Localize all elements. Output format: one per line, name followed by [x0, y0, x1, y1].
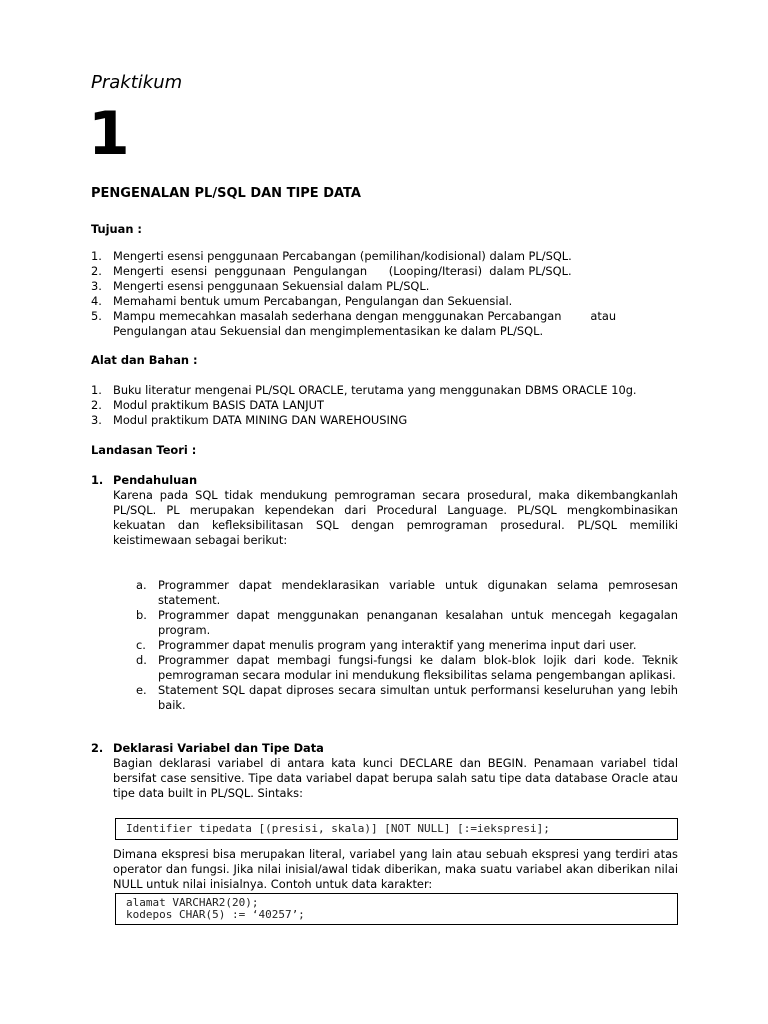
list-item: 2. Modul praktikum BASIS DATA LANJUT	[91, 398, 324, 412]
example-code-box	[115, 893, 678, 925]
section-title-deklarasi: Deklarasi Variabel dan Tipe Data	[113, 741, 324, 755]
list-item: 2. Mengerti esensi penggunaan Pengulangan (Looping/Iterasi) dalam PL/SQL.	[91, 264, 572, 278]
keistimewaan-list	[136, 578, 678, 713]
pendahuluan-paragraph: Karena pada SQL tidak mendukung pemrograman secara prosedural, maka dikembangkanlah PL/SQL. PL merupakan kependekan dari Procedural Language. PL/SQL mengkombinasikan kekuatan dan kefleksibilitasan SQL dengan pemrograman prosedural. PL/SQL memiliki keistimewaan sebagai berikut:	[113, 488, 678, 547]
list-item: 3. Modul praktikum DATA MINING DAN WAREHOUSING	[91, 413, 408, 427]
alat-heading: Alat dan Bahan :	[91, 353, 198, 367]
list-item: 4. Memahami bentuk umum Percabangan, Pengulangan dan Sekuensial.	[91, 294, 513, 308]
alat-list	[91, 383, 678, 428]
list-item: b. Programmer dapat menggunakan penanganan kesalahan untuk mencegah kegagalan program.	[136, 608, 678, 637]
deklarasi-paragraph: Bagian deklarasi variabel di antara kata kunci DECLARE dan BEGIN. Penamaan variabel tidal bersifat case sensitive. Tipe data variabel dapat berupa salah satu tipe data database Oracle atau tipe data built in PL/SQL. Sintaks:	[113, 756, 678, 800]
tujuan-heading: Tujuan :	[91, 222, 142, 236]
list-item: 1. Buku literatur mengenai PL/SQL ORACLE, terutama yang menggunakan DBMS ORACLE 10g.	[91, 383, 637, 397]
code-line: Identifier tipedata [(presisi, skala)] [NOT NULL] [:=iekspresi];	[126, 822, 550, 835]
section-title-pendahuluan: Pendahuluan	[113, 473, 198, 487]
list-item: e. Statement SQL dapat diproses secara simultan untuk performansi keseluruhan yang lebih baik.	[136, 683, 678, 712]
list-item: d. Programmer dapat membagi fungsi-fungsi ke dalam blok-blok lojik dari kode. Teknik pemrograman secara modular ini mendukung fleksibilitas selama pengembangan aplikasi.	[136, 653, 678, 682]
chapter-number: 1	[88, 99, 130, 169]
list-item: c. Programmer dapat menulis program yang interaktif yang menerima input dari user.	[136, 638, 637, 652]
list-item: 1. Mengerti esensi penggunaan Percabangan (pemilihan/kodisional) dalam PL/SQL.	[91, 249, 572, 263]
list-item: a. Programmer dapat mendeklarasikan variable untuk digunakan selama pemrosesan statement.	[136, 578, 678, 607]
chapter-title: PENGENALAN PL/SQL DAN TIPE DATA	[91, 186, 361, 201]
section-number: 1.	[91, 473, 104, 487]
praktikum-label: Praktikum	[91, 72, 183, 93]
ekspresi-paragraph: Dimana ekspresi bisa merupakan literal, variabel yang lain atau sebuah ekspresi yang terdiri atas operator dan fungsi. Jika nilai inisial/awal tidak diberikan, maka suatu variabel akan diberikan nilai NULL untuk nilai inisialnya. Contoh untuk data karakter:	[113, 847, 678, 891]
tujuan-list	[91, 249, 678, 339]
code-line: alamat VARCHAR2(20);	[126, 896, 259, 909]
syntax-code-box	[115, 818, 678, 840]
code-line: kodepos CHAR(5) := ‘40257’;	[126, 908, 305, 921]
section-number: 2.	[91, 741, 104, 755]
list-item: 5. Mampu memecahkan masalah sederhana dengan menggunakan Percabangan atau Pengulangan atau Sekuensial dan mengimplementasikan ke dalam PL/SQL.	[91, 309, 620, 338]
list-item: 3. Mengerti esensi penggunaan Sekuensial dalam PL/SQL.	[91, 279, 430, 293]
landasan-heading: Landasan Teori :	[91, 443, 197, 457]
